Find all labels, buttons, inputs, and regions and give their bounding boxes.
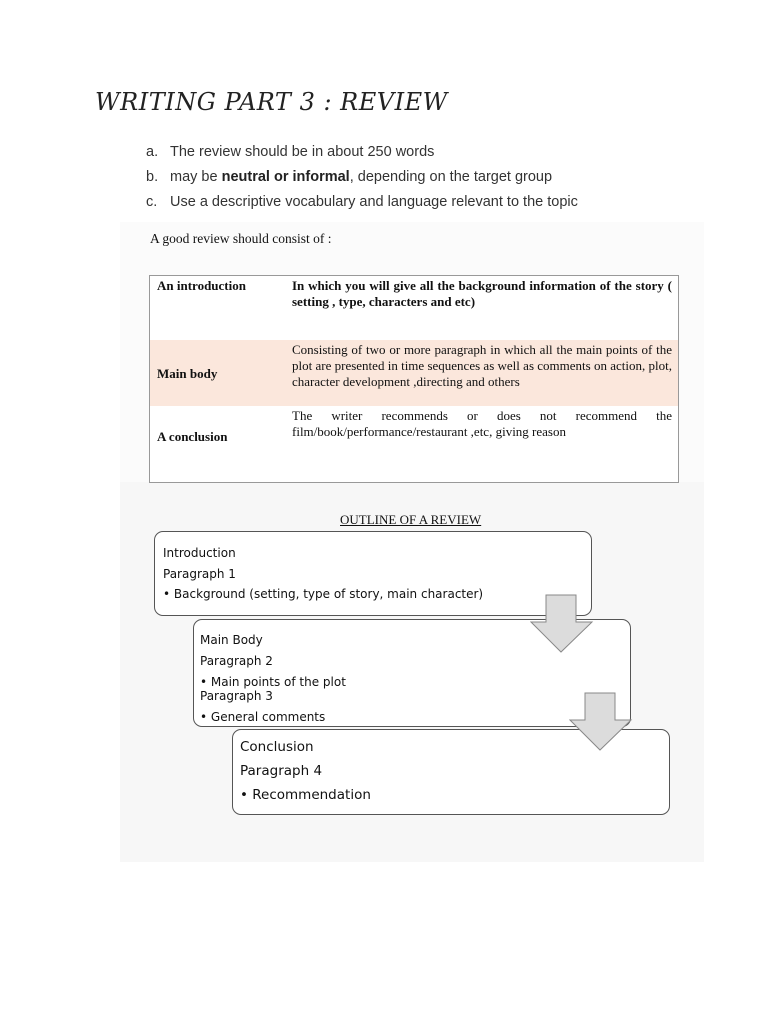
down-arrow-icon xyxy=(530,594,594,654)
row-label: A conclusion xyxy=(157,429,228,444)
down-arrow-icon xyxy=(569,692,633,752)
box-line: Conclusion xyxy=(240,739,314,755)
table-row xyxy=(150,340,679,406)
row-text: The writer recommends or does not recommend the film/book/performance/restaurant ,etc, giving reason xyxy=(292,408,672,439)
box-line: Introduction xyxy=(163,546,236,560)
page-title: WRITING PART 3 : REVIEW xyxy=(95,88,448,116)
outline-title: OUTLINE OF A REVIEW xyxy=(340,512,482,527)
rule-marker: a. xyxy=(146,144,159,160)
box-line: Main Body xyxy=(200,633,263,647)
rule-text: The review should be in about 250 words xyxy=(170,144,435,160)
row-label: An introduction xyxy=(157,278,246,293)
rule-text-bold: neutral or informal xyxy=(221,169,350,185)
box-line: • General comments xyxy=(200,710,326,724)
rule-text: Use a descriptive vocabulary and language relevant to the topic xyxy=(170,194,578,210)
table-row xyxy=(150,406,679,483)
rules-list xyxy=(146,144,578,219)
box-line: Paragraph 4 xyxy=(240,763,323,779)
box-line: • Background (setting, type of story, main character) xyxy=(163,587,484,601)
review-structure-table xyxy=(149,275,679,483)
consist-of-heading: A good review should consist of : xyxy=(150,231,332,246)
box-line: Paragraph 2 xyxy=(200,654,273,668)
rule-text-post: , depending on the target group xyxy=(349,169,553,185)
rule-marker: c. xyxy=(146,194,158,210)
row-text: In which you will give all the background information of the story ( setting , type, characters and etc) xyxy=(292,278,672,309)
rule-item xyxy=(146,144,578,169)
box-line: Paragraph 3 xyxy=(200,689,273,703)
rule-item xyxy=(146,194,578,219)
rule-marker: b. xyxy=(146,169,159,185)
rule-item xyxy=(146,169,578,194)
box-line: Paragraph 1 xyxy=(163,567,236,581)
outline-box-introduction xyxy=(154,531,592,616)
box-line: • Main points of the plot xyxy=(200,675,346,689)
row-label: Main body xyxy=(150,340,293,406)
rule-text-pre: may be xyxy=(170,169,222,185)
box-line: • Recommendation xyxy=(240,787,371,803)
table-row xyxy=(150,276,679,341)
row-text: Consisting of two or more paragraph in which all the main points of the plot are presented in time sequences as well as comments on action, plot, character development ,directing and others xyxy=(292,340,679,406)
